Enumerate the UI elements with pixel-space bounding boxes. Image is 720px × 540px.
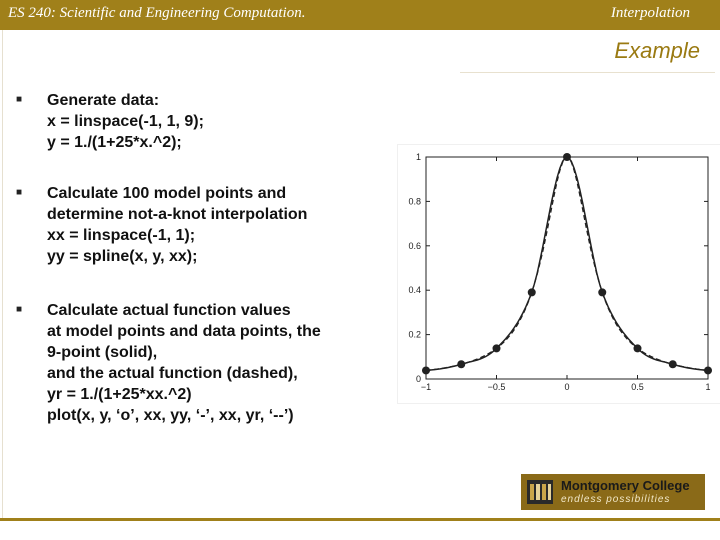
montgomery-college-logo <box>521 474 705 510</box>
x-tick-label: −1 <box>420 382 432 392</box>
data-point <box>563 153 571 161</box>
bullet-line: y = 1./(1+25*x.^2); <box>47 134 182 151</box>
data-point <box>634 344 642 352</box>
bullet-line: 9-point (solid), <box>47 344 158 361</box>
bullet-line: yy = spline(x, y, xx); <box>47 248 198 265</box>
y-tick-label: 0.6 <box>408 240 421 251</box>
montgomery-college-logo-icon <box>527 480 553 504</box>
data-point <box>669 360 677 368</box>
slide-title: Example <box>614 38 700 63</box>
y-tick-label: 0.4 <box>408 285 421 296</box>
plot-frame <box>426 157 708 379</box>
bullet-model-points <box>47 183 377 267</box>
data-point <box>704 366 712 374</box>
data-point <box>598 288 606 296</box>
left-divider <box>2 30 3 520</box>
section-title: Interpolation <box>610 5 690 21</box>
y-tick-label: 0 <box>415 374 421 384</box>
bottom-divider <box>0 518 720 521</box>
bullet-line: x = linspace(-1, 1, 9); <box>47 113 204 130</box>
chart-svg <box>398 145 720 403</box>
bullet-line: at model points and data points, the <box>47 323 321 340</box>
bullet-line: Calculate 100 model points and <box>47 185 287 202</box>
x-tick-label: 0.5 <box>631 382 644 392</box>
bullet-line: determine not-a-knot interpolation <box>47 206 308 223</box>
square-bullet-icon: ■ <box>16 94 23 105</box>
x-tick-label: 1 <box>705 382 711 392</box>
bullet-line: yr = 1./(1+25*xx.^2) <box>47 386 192 403</box>
bullet-generate-data <box>47 90 377 153</box>
series-line-actual-function <box>426 158 708 371</box>
bullet-line: xx = linspace(-1, 1); <box>47 227 196 244</box>
y-tick-label: 0.8 <box>408 196 421 207</box>
x-tick-label: 0 <box>564 382 570 392</box>
data-point <box>457 360 465 368</box>
data-point <box>528 288 536 296</box>
series-line-spline <box>426 158 708 371</box>
square-bullet-icon: ■ <box>16 187 23 198</box>
y-tick-label: 1 <box>415 152 421 162</box>
interpolation-chart <box>397 144 720 404</box>
logo-name: Montgomery College <box>561 478 690 493</box>
square-bullet-icon: ■ <box>16 304 23 315</box>
y-tick-label: 0.2 <box>408 329 421 340</box>
data-point <box>422 366 430 374</box>
bullet-actual-values <box>47 300 377 426</box>
logo-tagline: endless possibilities <box>561 494 671 505</box>
header-bar <box>0 0 720 30</box>
title-divider <box>460 72 715 73</box>
course-title: ES 240: Scientific and Engineering Computation. <box>8 5 306 21</box>
bullet-line: Generate data: <box>47 92 160 109</box>
bullet-line: plot(x, y, ‘o’, xx, yy, ‘-’, xx, yr, ‘--’) <box>47 407 294 424</box>
bullet-line: Calculate actual function values <box>47 302 291 319</box>
bullet-line: and the actual function (dashed), <box>47 365 298 382</box>
data-point <box>493 344 501 352</box>
x-tick-label: −0.5 <box>487 382 506 392</box>
